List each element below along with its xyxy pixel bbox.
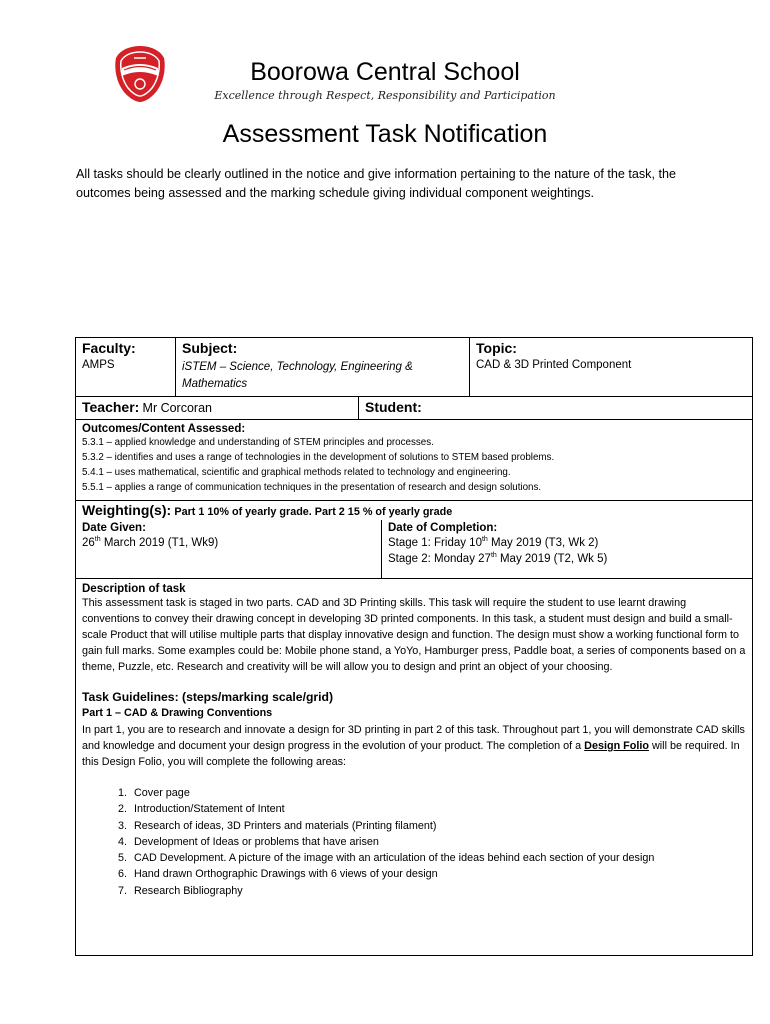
student-cell xyxy=(359,397,752,419)
date-given-rest: March 2019 (T1, Wk9) xyxy=(100,536,219,549)
list-item: 2. Introduction/Statement of Intent xyxy=(130,801,746,817)
stage1-post: May 2019 (T3, Wk 2) xyxy=(487,536,599,549)
completion-cell xyxy=(382,520,752,578)
teacher-label: Teacher: xyxy=(82,399,140,415)
intro-paragraph: All tasks should be clearly outlined in the notice and give information pertaining to the nature of the task, the outcomes being assessed and the marking schedule giving individual component weightings. xyxy=(76,167,676,200)
page-title: Assessment Task Notification xyxy=(222,120,548,148)
completion-label: Date of Completion: xyxy=(388,522,498,534)
date-given-label: Date Given: xyxy=(82,522,146,534)
assessment-table xyxy=(75,337,753,956)
guidelines-label: Task Guidelines: (steps/marking scale/grid) xyxy=(82,690,334,704)
faculty-cell xyxy=(76,338,176,396)
school-name: Boorowa Central School xyxy=(250,58,520,86)
description-row xyxy=(76,579,752,955)
outcomes-cell xyxy=(76,420,752,500)
outcome-item: 5.5.1 – applies a range of communication techniques in the presentation of research and design solutions. xyxy=(82,482,542,493)
list-item: 5. CAD Development. A picture of the image with an articulation of the ideas behind each section of your design xyxy=(130,850,746,866)
stage2-sup: th xyxy=(490,551,497,559)
teacher-student-row xyxy=(76,397,752,420)
subject-label: Subject: xyxy=(182,340,238,356)
student-label: Student: xyxy=(365,399,422,415)
info-row xyxy=(76,338,752,397)
topic-label: Topic: xyxy=(476,340,517,356)
outcomes-row xyxy=(76,420,752,501)
teacher-value: Mr Corcoran xyxy=(142,401,212,415)
topic-value: CAD & 3D Printed Component xyxy=(476,359,632,371)
outcome-item: 5.3.1 – applied knowledge and understanding of STEM principles and processes. xyxy=(82,437,434,448)
part1-text-a: In part 1, you are to research and innovate a design for 3D printing in part 2 of this task. Throughout part 1, you will demonstrate CAD skills and knowledge and document your design progress in the evolution of your product. The completion of a xyxy=(82,724,745,752)
date-given-day: 26 xyxy=(82,536,95,549)
date-given-value xyxy=(82,536,375,549)
topic-cell xyxy=(470,338,752,396)
outcome-item: 5.4.1 – uses mathematical, scientific and graphical methods related to technology and engineering. xyxy=(82,467,511,478)
teacher-cell xyxy=(76,397,359,419)
stage1-sup: th xyxy=(481,536,488,543)
subject-cell xyxy=(176,338,470,396)
weighting-dates-block xyxy=(76,501,752,578)
stage1-date xyxy=(388,536,746,549)
part1-text-b: will be required. In this Design Folio, you will complete the following areas: xyxy=(82,740,740,768)
outcome-item: 5.3.2 – identifies and uses a range of technologies in the development of solutions to STEM based problems. xyxy=(82,452,555,463)
weighting-dates-row xyxy=(76,501,752,579)
faculty-value: AMPS xyxy=(82,359,115,371)
folio-areas-list xyxy=(82,785,746,899)
part1-label: Part 1 – CAD & Drawing Conventions xyxy=(82,707,273,719)
list-item: 4. Development of Ideas or problems that have arisen xyxy=(130,834,746,850)
weighting-line xyxy=(76,501,752,520)
date-given-suffix: th xyxy=(94,536,101,543)
part1-text xyxy=(82,722,746,770)
design-folio-term: Design Folio xyxy=(584,740,649,752)
dates-line xyxy=(76,520,752,578)
stage2-post: May 2019 (T2, Wk 5) xyxy=(496,552,608,565)
stage1-pre: Stage 1: Friday 10 xyxy=(388,536,482,549)
subject-value: iSTEM – Science, Technology, Engineering & Mathematics xyxy=(182,361,413,390)
description-text: This assessment task is staged in two parts. CAD and 3D Printing skills. This task will require the student to use learnt drawing conventions to convey their drawing concept in developing 3D printed components. In this task, a student must design and build a small-scale Product that will utilise multiple parts that display innovative design and function. The design must show a working functional form to gain full marks. Some examples could be: Mobile phone stand, a YoYo, Hamburger press, Paddle boat, a series of components based on a theme, Puzzle, etc. Research and creativity will be will allow you to design and print an object of your choosing. xyxy=(82,597,746,673)
list-item: 3. Research of ideas, 3D Printers and materials (Printing filament) xyxy=(130,818,746,834)
stage2-date xyxy=(388,552,746,565)
outcomes-label: Outcomes/Content Assessed: xyxy=(82,423,246,435)
school-motto: Excellence through Respect, Responsibility and Participation xyxy=(214,89,556,102)
date-given-cell xyxy=(76,520,382,578)
stage2-pre: Stage 2: Monday 27 xyxy=(388,552,491,565)
faculty-label: Faculty: xyxy=(82,340,136,356)
list-item: 6. Hand drawn Orthographic Drawings with 6 views of your design xyxy=(130,866,746,882)
weighting-value: Part 1 10% of yearly grade. Part 2 15 % of yearly grade xyxy=(174,506,453,518)
description-cell xyxy=(76,579,752,955)
list-item: 1. Cover page xyxy=(130,785,746,801)
weighting-label: Weighting(s): xyxy=(82,502,172,518)
list-item: 7. Research Bibliography xyxy=(130,883,746,899)
description-label: Description of task xyxy=(82,583,186,595)
